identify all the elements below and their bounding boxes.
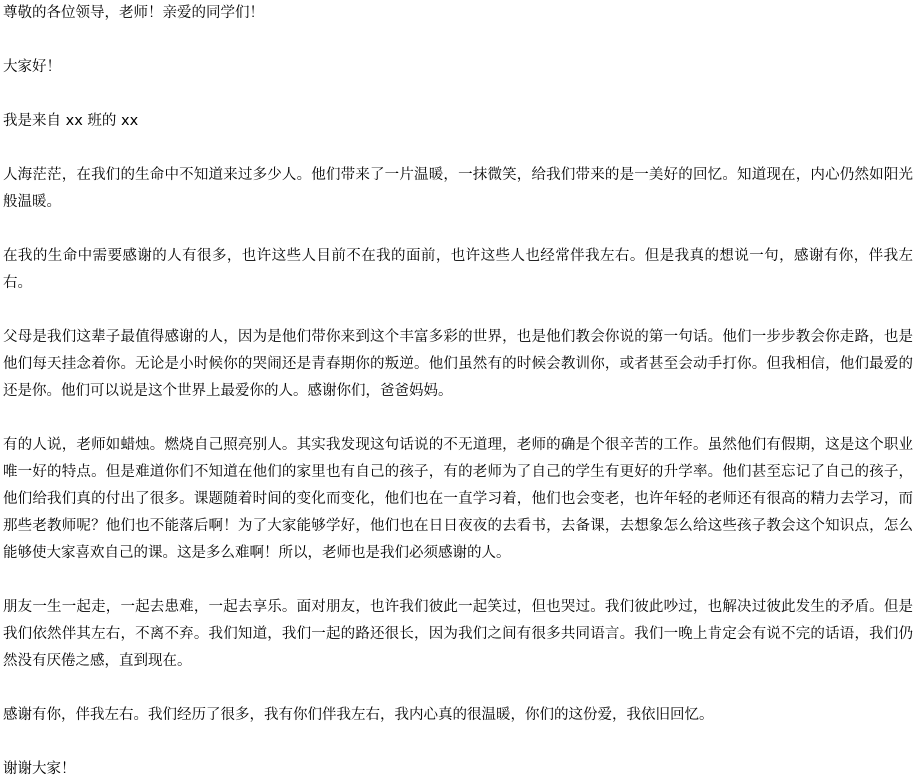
closing-line: 谢谢大家！ xyxy=(3,761,76,777)
paragraph-teachers: 有的人说，老师如蜡烛。燃烧自己照亮别人。其实我发现这句话说的不无道理，老师的确是个很辛苦的工作。虽然他们有假期，这是这个职业唯一好的特点。但是难道你们不知道在他们的家里也有自己的孩子，有的老师为了自己的学生有更好的升学率。他们甚至忘记了自己的孩子，他们给我们真的付出了很多。课题随着时间的变化而变化，他们也在一直学习着，他们也会变老，也许年轻的老师还有很高的精力去学习，而那些老教师呢？他们也不能落后啊！为了大家能够学好，他们也在日日夜夜的去看书，去备课，去想象怎么给这些孩子教会这个知识点，怎么能够使大家喜欢自己的课。这是多么难啊！所以，老师也是我们必须感谢的人。 xyxy=(3,437,913,561)
intro-line: 我是来自 xx 班的 xx xyxy=(3,113,139,129)
blank-line xyxy=(3,567,913,594)
paragraph-friends: 朋友一生一起走，一起去患难，一起去享乐。面对朋友，也许我们彼此一起笑过，但也哭过。我们彼此吵过，也解决过彼此发生的矛盾。但是我们依然伴其左右，不离不弃。我们知道，我们一起的路还很长，因为我们之间有很多共同语言。我们一晚上肯定会有说不完的话语，我们仍然没有厌倦之感，直到现在。 xyxy=(3,599,913,669)
paragraph-gratitude: 在我的生命中需要感谢的人有很多，也许这些人目前不在我的面前，也许这些人也经常伴我左右。但是我真的想说一句，感谢有你，伴我左右。 xyxy=(3,248,913,291)
blank-line xyxy=(3,216,913,243)
paragraph-parents: 父母是我们这辈子最值得感谢的人，因为是他们带你来到这个丰富多彩的世界，也是他们教会你说的第一句话。他们一步步教会你走路，也是他们每天挂念着你。无论是小时候你的哭闹还是青春期你的叛逆。他们虽然有的时候会教训你，或者甚至会动手打你。但我相信，他们最爱的还是你。他们可以说是这个世界上最爱你的人。感谢你们，爸爸妈妈。 xyxy=(3,329,913,399)
blank-line xyxy=(3,675,913,702)
blank-line xyxy=(3,297,913,324)
greeting-line: 尊敬的各位领导，老师！亲爱的同学们！ xyxy=(3,5,264,21)
hello-line: 大家好！ xyxy=(3,59,61,75)
blank-line xyxy=(3,405,913,432)
blank-line xyxy=(3,135,913,162)
blank-line xyxy=(3,27,913,54)
paragraph-people: 人海茫茫，在我们的生命中不知道来过多少人。他们带来了一片温暖，一抹微笑，给我们带来的是一美好的回忆。知道现在，内心仍然如阳光般温暖。 xyxy=(3,167,913,210)
blank-line xyxy=(3,729,913,756)
blank-line xyxy=(3,81,913,108)
paragraph-thanks: 感谢有你，伴我左右。我们经历了很多，我有你们伴我左右，我内心真的很温暖，你们的这份爱，我依旧回忆。 xyxy=(3,707,714,723)
